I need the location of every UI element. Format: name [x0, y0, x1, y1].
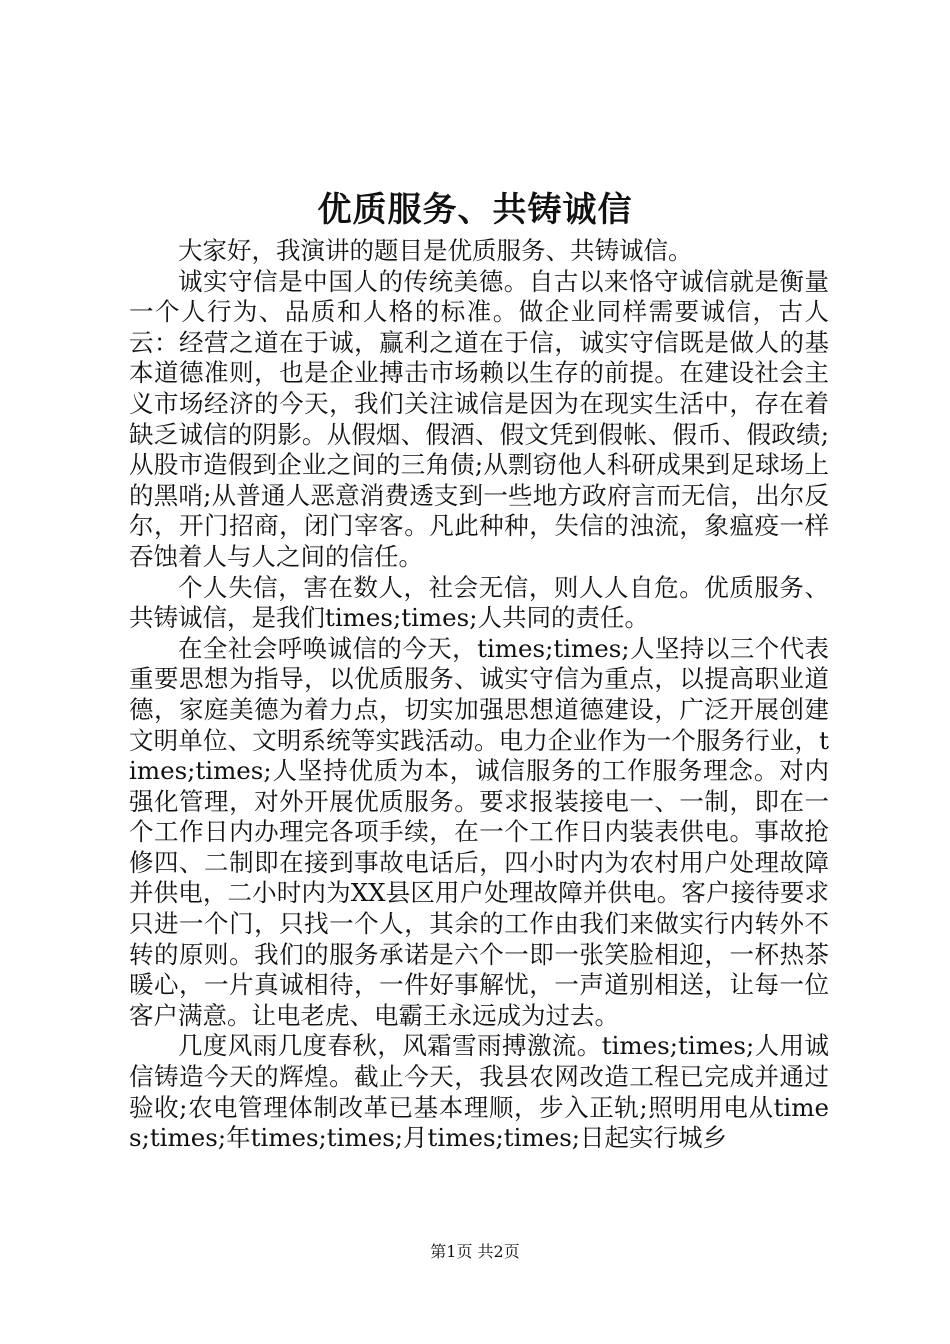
paragraph-achievements: 几度风雨几度春秋，风霜雪雨搏激流。times;times;人用诚信铸造今天的辉煌。截止今天，我县农网改造工程已完成并通过验收;农电管理体制改革已基本理顺，步入正轨;照明用电从times;times;年times;times;月times;times;日起实行城乡	[129, 1031, 829, 1153]
paragraph-service-commitment: 在全社会呼唤诚信的今天，times;times;人坚持以三个代表重要思想为指导，以优质服务、诚实守信为重点，以提高职业道德，家庭美德为着力点，切实加强思想道德建设，广泛开展创建文明单位、文明系统等实践活动。电力企业作为一个服务行业，times;times;人坚持优质为本，诚信服务的工作服务理念。对内强化管理，对外开展优质服务。要求报装接电一、一制，即在一个工作日内办理完各项手续，在一个工作日内装表供电。事故抢修四、二制即在接到事故电话后，四小时内为农村用户处理故障并供电，二小时内为XX县区用户处理故障并供电。客户接待要求只进一个门，只找一个人，其余的工作由我们来做实行内转外不转的原则。我们的服务承诺是六个一即一张笑脸相迎，一杯热茶暖心，一片真诚相待，一件好事解忧，一声道别相送，让每一位客户满意。让电老虎、电霸王永远成为过去。	[129, 633, 829, 1030]
paragraph-integrity-virtue: 诚实守信是中国人的传统美德。自古以来恪守诚信就是衡量一个人行为、品质和人格的标准。做企业同样需要诚信，古人云：经营之道在于诚，赢利之道在于信，诚实守信既是做人的基本道德准则，也是企业搏击市场赖以生存的前提。在建设社会主义市场经济的今天，我们关注诚信是因为在现实生活中，存在着缺乏诚信的阴影。从假烟、假酒、假文凭到假帐、假币、假政绩;从股市造假到企业之间的三角债;从剽窃他人科研成果到足球场上的黑哨;从普通人恶意消费透支到一些地方政府言而无信，出尔反尔，开门招商，闭门宰客。凡此种种，失信的浊流，象瘟疫一样吞蚀着人与人之间的信任。	[129, 266, 829, 571]
document-title: 优质服务、共铸诚信	[317, 190, 633, 230]
paragraph-responsibility: 个人失信，害在数人，社会无信，则人人自危。优质服务、共铸诚信，是我们times;times;人共同的责任。	[129, 572, 829, 633]
page-footer: 第1页 共2页	[430, 1242, 520, 1261]
paragraph-greeting: 大家好，我演讲的题目是优质服务、共铸诚信。	[178, 236, 693, 265]
document-body	[129, 236, 829, 1154]
